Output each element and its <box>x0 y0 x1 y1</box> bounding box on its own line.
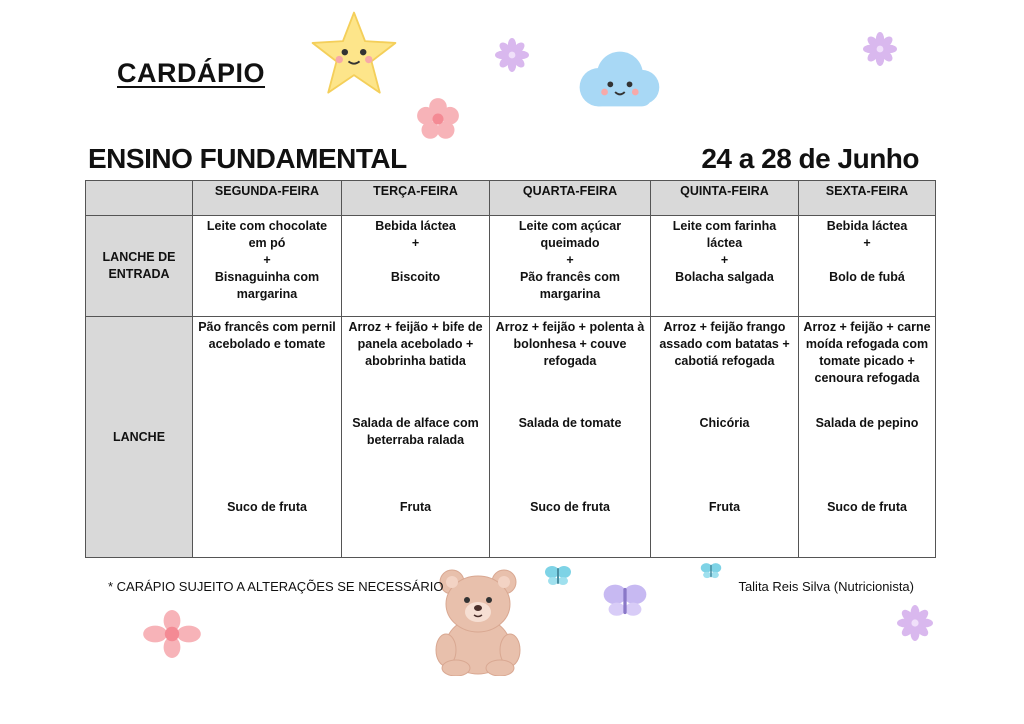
main-dish: Arroz + feijão + bife de panela acebolado + abobrinha batida <box>348 320 483 368</box>
day-header: SEGUNDA-FEIRA <box>193 181 342 216</box>
day-header: QUARTA-FEIRA <box>490 181 651 216</box>
table-header-row <box>86 181 936 216</box>
menu-cell: Bebida láctea + Bolo de fubá <box>799 216 936 317</box>
butterfly-icon <box>544 564 572 588</box>
menu-cell <box>490 317 651 558</box>
flower-icon <box>495 38 529 72</box>
main-dish: Arroz + feijão + carne moída refogada com tomate picado + cenoura refogada <box>803 320 931 385</box>
flower-icon <box>416 97 460 141</box>
butterfly-icon <box>700 561 722 581</box>
main-dish: Arroz + feijão frango assado com batatas + cabotiá refogada <box>659 320 790 368</box>
cloud-icon <box>570 44 666 116</box>
menu-cell: Leite com açúcar queimado + Pão francês com margarina <box>490 216 651 317</box>
day-header: TERÇA-FEIRA <box>342 181 490 216</box>
main-dish: Arroz + feijão + polenta à bolonhesa + couve refogada <box>495 320 645 368</box>
menu-cell <box>342 317 490 558</box>
flower-icon <box>143 610 201 658</box>
subtitle: ENSINO FUNDAMENTAL <box>88 143 407 174</box>
main-dish: Pão francês com pernil acebolado e tomate <box>198 320 336 351</box>
day-header: SEXTA-FEIRA <box>799 181 936 216</box>
menu-cell <box>651 317 799 558</box>
menu-cell: Bebida láctea + Biscoito <box>342 216 490 317</box>
butterfly-icon <box>602 581 648 621</box>
drink: Suco de fruta <box>227 500 307 514</box>
star-icon <box>308 8 400 100</box>
drink: Suco de fruta <box>530 500 610 514</box>
salad: Salada de alface com beterraba ralada <box>352 416 479 447</box>
menu-cell: Leite com chocolate em pó + Bisnaguinha com margarina <box>193 216 342 317</box>
disclaimer-note: * CARÁPIO SUJEITO A ALTERAÇÕES SE NECESSÁRIO <box>108 579 444 594</box>
row-label: LANCHE DE ENTRADA <box>86 216 193 317</box>
menu-cell <box>193 317 342 558</box>
menu-cell: Leite com farinha láctea + Bolacha salgada <box>651 216 799 317</box>
salad: Salada de tomate <box>518 416 622 430</box>
salad: Chicória <box>699 416 750 430</box>
salad: Salada de pepino <box>815 416 919 430</box>
nutritionist-credit: Talita Reis Silva (Nutricionista) <box>738 579 914 594</box>
flower-icon <box>863 32 897 66</box>
corner-cell <box>86 181 193 216</box>
day-header: QUINTA-FEIRA <box>651 181 799 216</box>
date-range: 24 a 28 de Junho <box>701 143 919 174</box>
drink: Suco de fruta <box>827 500 907 514</box>
page-title: CARDÁPIO <box>117 58 266 88</box>
table-row <box>86 317 936 558</box>
row-label: LANCHE <box>86 317 193 558</box>
flower-icon <box>897 605 933 641</box>
menu-table <box>85 180 936 558</box>
drink: Fruta <box>399 500 432 514</box>
teddy-bear-icon <box>432 566 524 676</box>
drink: Fruta <box>708 500 741 514</box>
menu-cell <box>799 317 936 558</box>
table-row <box>86 216 936 317</box>
